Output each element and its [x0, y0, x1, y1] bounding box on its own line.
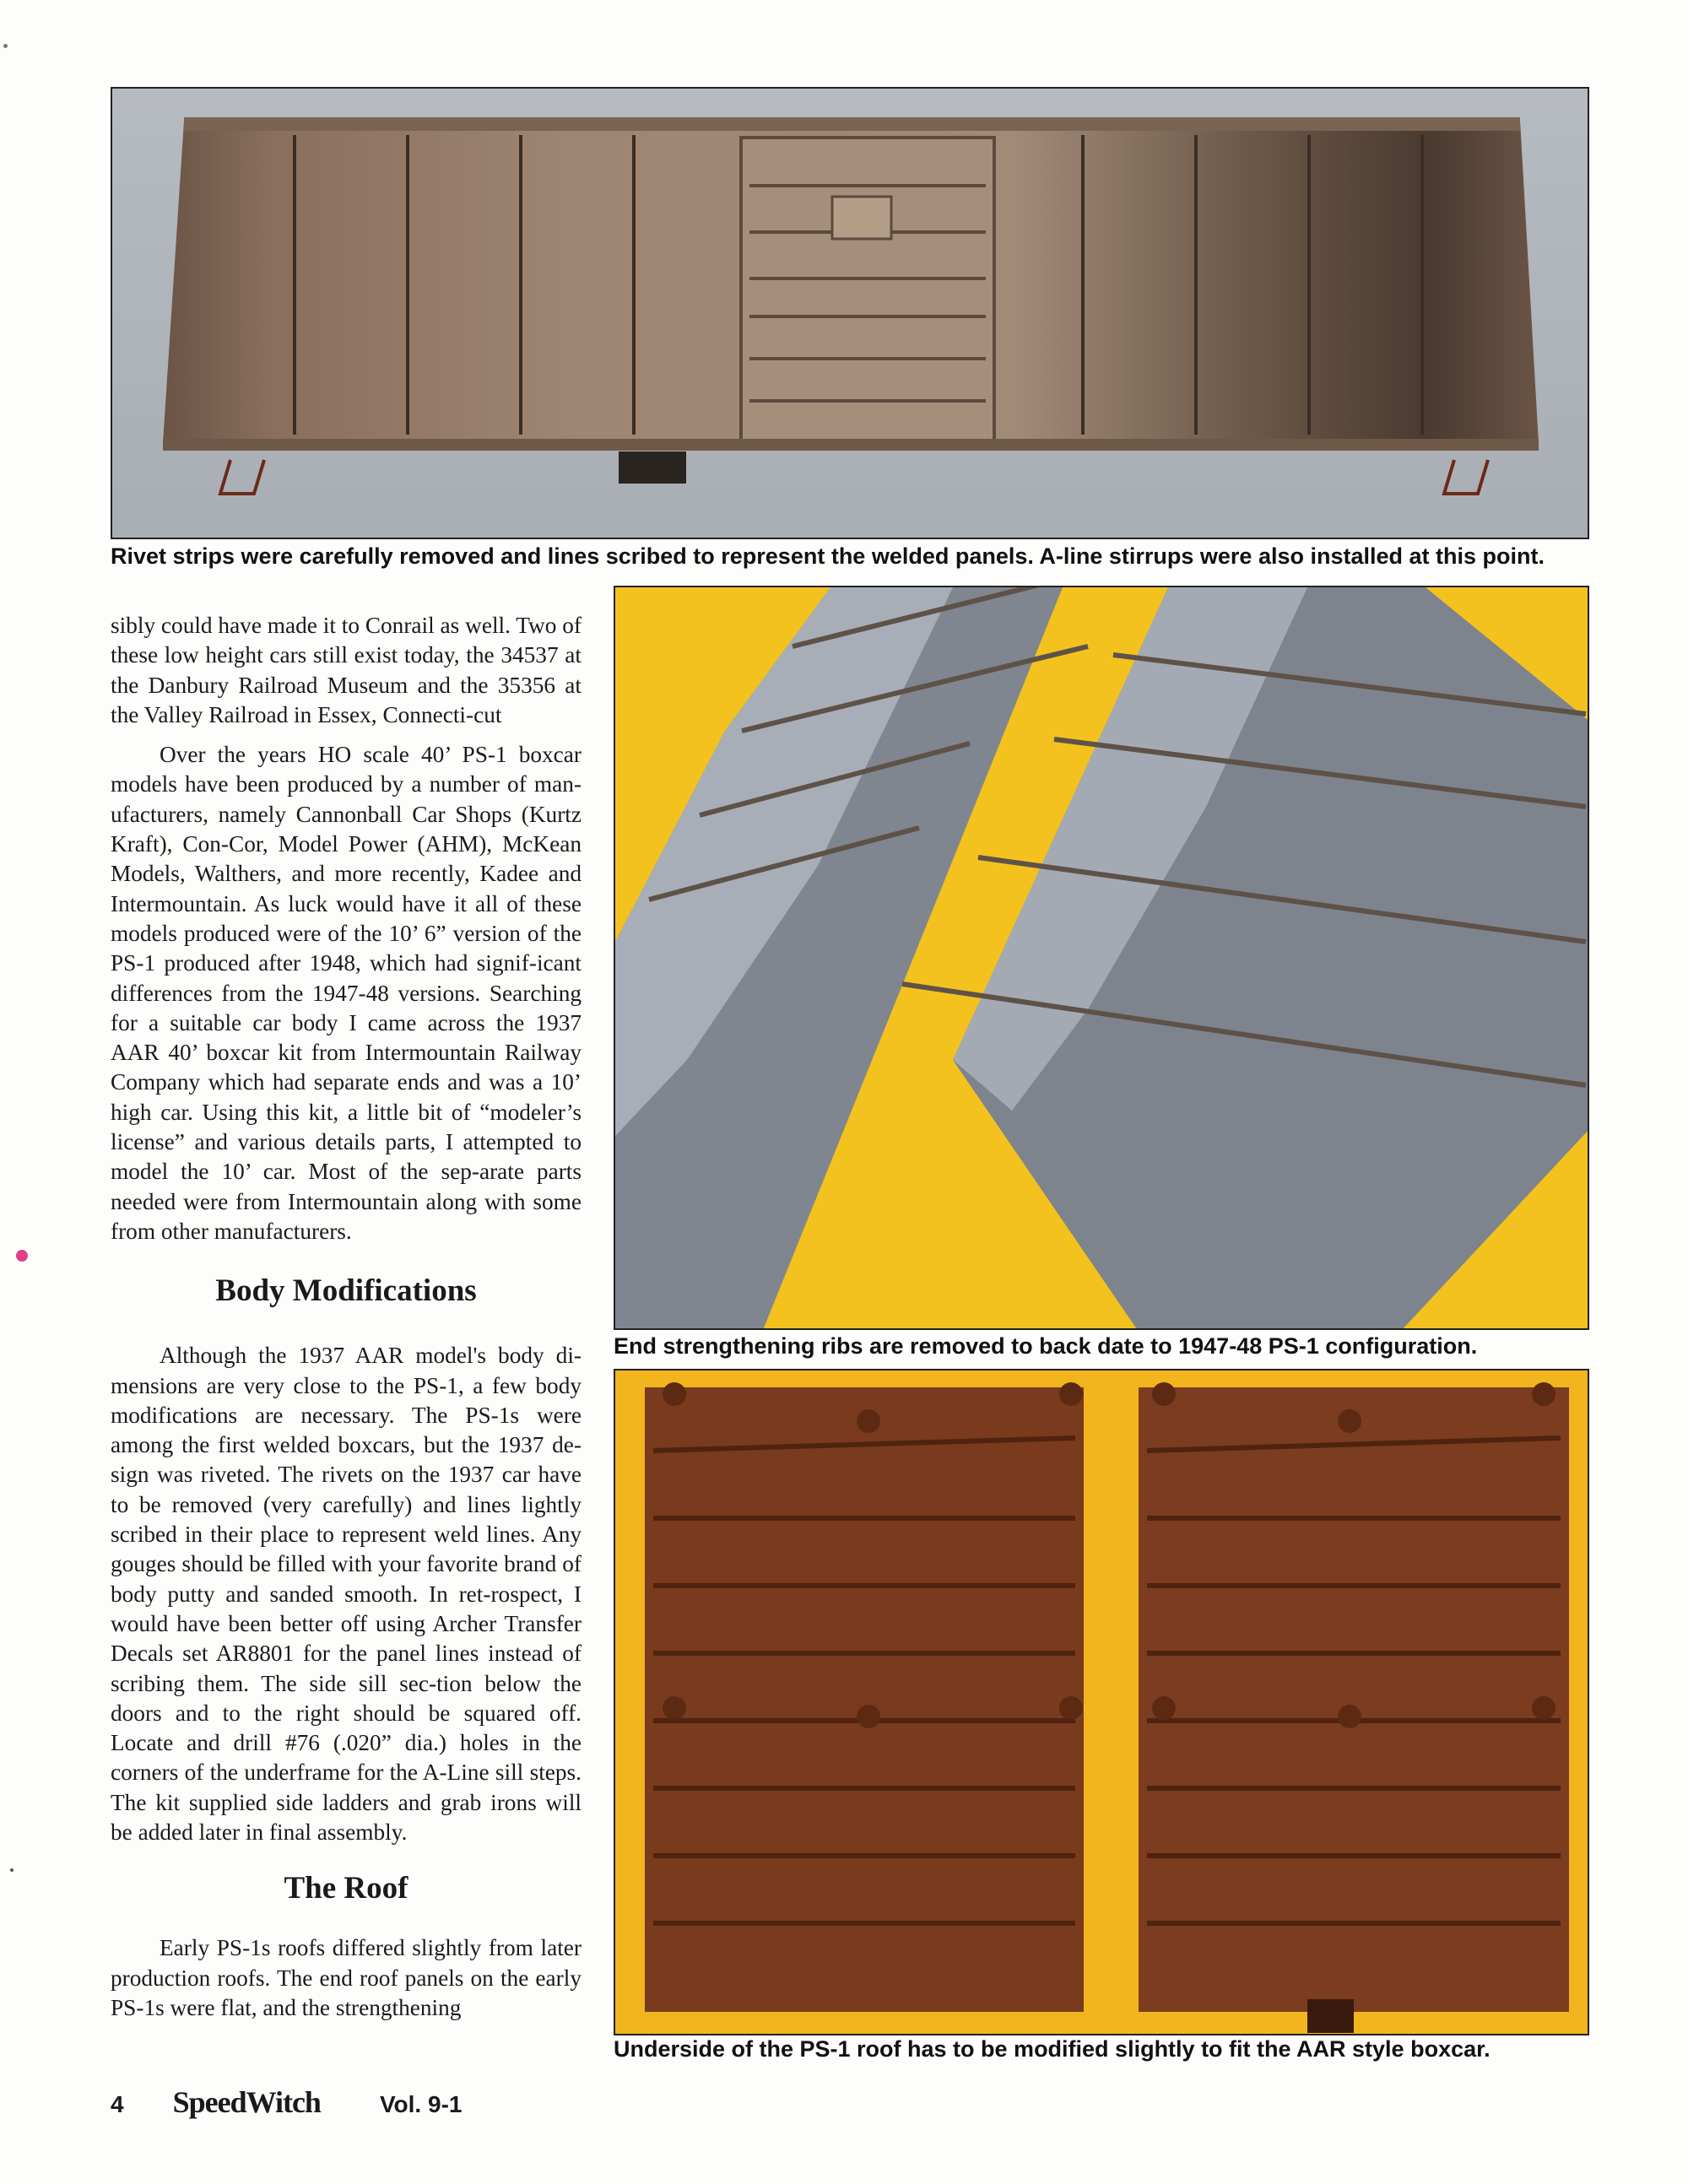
margin-mark [3, 44, 8, 48]
article-paragraph: Although the 1937 AAR model's body di-mensions are very close to the PS-1, a few body modifications are necessary. The PS-1s were among the first welded boxcars, but the 1937 de-sign was riveted. The rivets on the 1937 car have to be removed (very carefully) and lines lightly scribed in their place to represent weld lines. Any gouges should be filled with your favorite brand of body putty and sanded smooth. In ret-rospect, I would have been better off using Archer Transfer Decals set AR8801 for the panel lines instead of scribing them. The side sill sec-tion below the doors and to the right should be squared off. Locate and drill #76 (.020” dia.) holes in the corners of the underframe for the A-Line sill steps. The kit supplied side ladders and grab irons will be added later in final assembly. [111, 1343, 582, 1845]
boxcar-side-photo [111, 87, 1589, 539]
magazine-logo: SpeedWitch [172, 2085, 321, 2119]
end-ribs-caption: End strengthening ribs are removed to back date to 1947-48 PS-1 configuration. [614, 1333, 1478, 1359]
volume-label: Vol. 9-1 [379, 2091, 463, 2117]
roof-underside-caption: Underside of the PS-1 roof has to be modified slightly to fit the AAR style boxcar. [614, 2036, 1491, 2062]
margin-mark [10, 1868, 14, 1872]
boxcar-illustration [112, 89, 1589, 539]
article-paragraph: sibly could have made it to Conrail as well. Two of these low height cars still exist today, the 34537 at the Danbury Railroad Museum and the 35356 at the Valley Railroad in Essex, Connecti-cut [111, 613, 582, 727]
article-paragraph: Early PS-1s roofs differed slightly from later production roofs. The end roof panels on the early PS-1s were flat, and the strengthening [111, 1935, 582, 2020]
page-footer [111, 2084, 462, 2122]
article-paragraph: Over the years HO scale 40’ PS-1 boxcar models have been produced by a number of man-ufacturers, namely Cannonball Car Shops (Kurtz Kraft), Con-Cor, Model Power (AHM), McKean Models, Walthers, and more recently, Kadee and Intermountain. As luck would have it all of these models produced were of the 10’ 6” version of the PS-1 produced after 1948, which had signif-icant differences from the 1947-48 versions. Searching for a suitable car body I came across the 1937 AAR 40’ boxcar kit from Intermountain Railway Company which had separate ends and was a 10’ high car. Using this kit, a little bit of “modeler’s license” and various details parts, I attempted to model the 10’ car. Most of the sep-arate parts needed were from Intermountain along with some from other manufacturers. [111, 742, 582, 1244]
margin-mark [16, 1250, 28, 1262]
boxcar-side-caption: Rivet strips were carefully removed and lines scribed to represent the welded panels. A-line stirrups were also installed at this point. [111, 543, 1545, 569]
end-ribs-illustration [615, 587, 1589, 1330]
section-heading-the-roof: The Roof [284, 1871, 408, 1906]
roof-underside-photo [614, 1369, 1589, 2035]
end-ribs-photo [614, 586, 1589, 1330]
article-column [111, 611, 582, 2023]
page-number: 4 [111, 2091, 124, 2117]
roof-underside-illustration [615, 1370, 1589, 2035]
section-heading-body-modifications: Body Modifications [215, 1273, 477, 1309]
